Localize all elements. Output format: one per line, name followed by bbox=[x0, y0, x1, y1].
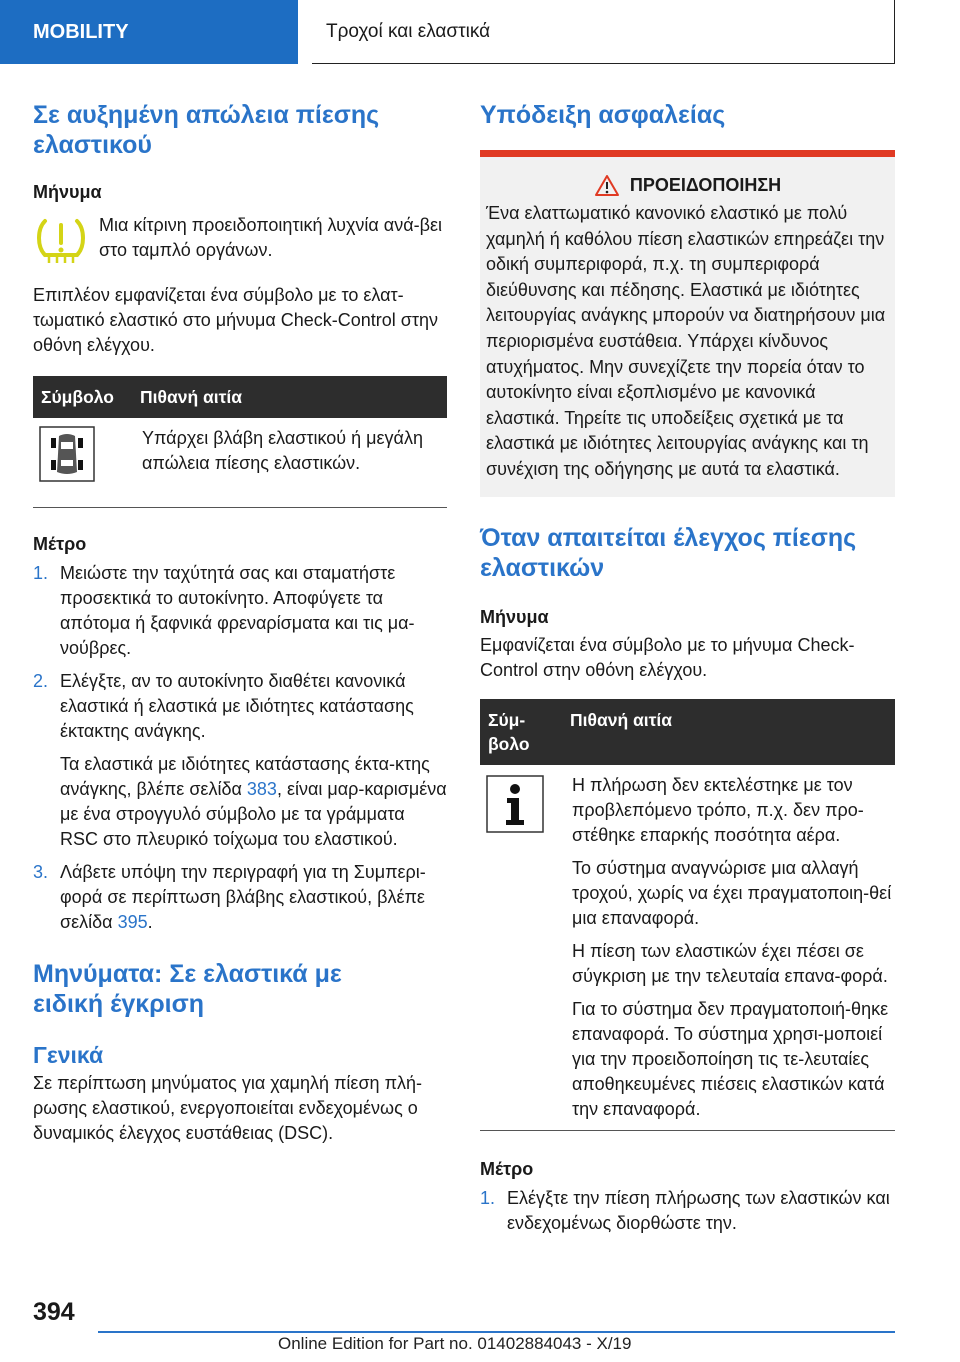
left-column bbox=[33, 100, 447, 1146]
heading-tire-pressure-loss: Σε αυξημένη απώλεια πίεσης ελαστικού bbox=[33, 101, 380, 159]
message-label: Μήνυμα bbox=[480, 606, 549, 627]
heading-special-tires: Μηνύματα: Σε ελαστικά με ειδική έγκριση bbox=[33, 960, 342, 1018]
step-text: Ελέγξτε την πίεση πλήρωσης των ελαστικών και ενδεχομένως διορθώστε την. bbox=[507, 1187, 890, 1233]
table-row bbox=[480, 765, 895, 848]
footer-rule bbox=[98, 1331, 895, 1333]
general-paragraph: Σε περίπτωση μηνύματος για χαμηλή πίεση πλή-ρωσης ελαστικού, ενεργοποιείται ενδεχομένως ο δυναμικός έλεγχος ευστάθειας (DSC). bbox=[33, 1073, 422, 1143]
list-item bbox=[33, 860, 447, 935]
table-divider bbox=[33, 507, 447, 508]
symbol-table bbox=[33, 376, 447, 499]
step-text: Ελέγξτε, αν το αυτοκίνητο διαθέτει κανονικά ελαστικά ή ελαστικά με ιδιότητες κατάστασης έκτακτης ανάγκης. bbox=[60, 671, 414, 741]
warning-box bbox=[480, 150, 895, 497]
step-text-post: . bbox=[147, 912, 153, 932]
list-item bbox=[33, 561, 447, 661]
table-cell-cause: Για το σύστημα δεν πραγματοποιή-θηκε επαναφορά. Το σύστημα χρησι-μοποιεί για την προειδοποίηση τις τε-λευταίες αποθηκευμένες πιέσεις ελαστικών κατά την επαναφορά. bbox=[572, 998, 889, 1119]
edition-text: Online Edition for Part no. 01402884043 - X/19 bbox=[278, 1334, 632, 1353]
list-item bbox=[33, 752, 447, 852]
heading-safety-note: Υπόδειξη ασφαλείας bbox=[480, 101, 726, 129]
table-header-symbol: Σύμ-βολο bbox=[480, 699, 562, 765]
table-cell-cause: Η πλήρωση δεν εκτελέστηκε με τον προβλεπόμενο τρόπο, π.χ. δεν προ-στέθηκε επαρκής ποσότητα αέρα. bbox=[572, 774, 864, 845]
page-link-383[interactable]: 383 bbox=[246, 779, 277, 799]
warning-triangle-icon bbox=[594, 174, 620, 197]
page-number: 394 bbox=[33, 1298, 75, 1326]
measures-label: Μέτρο bbox=[33, 534, 87, 554]
table-cell-cause: Υπάρχει βλάβη ελαστικού ή μεγάλη απώλεια πίεσης ελαστικών. bbox=[142, 428, 423, 473]
measures-list bbox=[480, 1186, 895, 1236]
message-label: Μήνυμα bbox=[33, 182, 102, 202]
step-number: 2. bbox=[33, 671, 49, 691]
step-number: 1. bbox=[33, 563, 49, 583]
message-text: Μια κίτρινη προειδοποιητική λυχνία ανά-βει στο ταμπλό οργάνων. bbox=[99, 215, 442, 260]
table-cell-cause: Η πίεση των ελαστικών έχει πέσει σε σύγκριση με την τελευταία επανα-φορά. bbox=[572, 940, 888, 986]
tire-pressure-warning-icon bbox=[33, 213, 89, 267]
heading-check-pressure: Όταν απαιτείται έλεγχος πίεσης ελαστικών bbox=[480, 523, 857, 582]
step-text-pre: Τα ελαστικά με ιδιότητες κατάστασης έκτα-κτης ανάγκης, βλέπε σελίδα bbox=[60, 754, 430, 799]
chapter-title: Τροχοί και ελαστικά bbox=[312, 0, 895, 64]
step-text-pre: Λάβετε υπόψη την περιγραφή για τη Συμπερι-φορά σε περίπτωση βλάβης ελαστικού, βλέπε σελίδα bbox=[60, 862, 426, 932]
table-row bbox=[33, 418, 447, 499]
step-number: 3. bbox=[33, 862, 49, 882]
table-header-cause: Πιθανή αιτία bbox=[132, 376, 447, 418]
right-column bbox=[480, 100, 895, 1236]
tire-damage-car-icon bbox=[39, 426, 95, 482]
symbol-table bbox=[480, 699, 895, 1122]
table-header-symbol: Σύμβολο bbox=[33, 376, 132, 418]
step-number: 1. bbox=[480, 1187, 496, 1208]
list-item bbox=[480, 1186, 895, 1236]
step-text: Μειώστε την ταχύτητά σας και σταματήστε προσεκτικά το αυτοκίνητο. Αποφύγετε τα απότομα ή ξαφνικά φρεναρίσματα και τις μα-νούβρες. bbox=[60, 563, 415, 658]
step-text-post: , είναι μαρ-καρισμένα με ένα στρογγυλό σύμβολο με τα γράμματα RSC στο πλευρικό τοίχωμα του ελαστικού. bbox=[60, 779, 447, 849]
warning-title-text: ΠΡΟΕΙΔΟΠΟΙΗΣΗ bbox=[629, 175, 782, 195]
table-header-cause: Πιθανή αιτία bbox=[562, 699, 895, 765]
table-cell-cause: Το σύστημα αναγνώρισε μια αλλαγή τροχού, χωρίς να έχει πραγματοποιη-θεί μια επαναφορά. bbox=[572, 857, 892, 928]
page-link-395[interactable]: 395 bbox=[117, 912, 148, 932]
section-tab[interactable]: MOBILITY bbox=[0, 0, 298, 64]
warning-text: Ένα ελαττωματικό κανονικό ελαστικό με πολύ χαμηλή ή καθόλου πίεση ελαστικών επηρεάζει την οδική συμπεριφορά, π.χ. τη συμπεριφορά διεύθυνσης και πέδησης. Ελαστικά με ιδιότητες λειτουργίας ανάγκης μπορούν να διατηρήσουν μια περιορισμένα ευστάθεια. Υπάρχει κίνδυνος ατυχήματος. Μην συνεχίζετε την πορεία όταν το αυτοκίνητο είναι εξοπλισμένο με κανονικά ελαστικά. Τηρείτε τις υποδείξεις σχετικά με τα ελαστικά με ιδιότητες λειτουργίας ανάγκης και τη συνέχιση της οδήγησης με αυτά τα ελαστικά. bbox=[486, 203, 886, 479]
message-text: Εμφανίζεται ένα σύμβολο με το μήνυμα Check-Control στην οθόνη ελέγχου. bbox=[480, 634, 855, 680]
warning-title bbox=[486, 174, 889, 197]
info-icon bbox=[486, 775, 544, 833]
measures-list bbox=[33, 561, 447, 935]
message-row bbox=[33, 213, 447, 267]
heading-general: Γενικά bbox=[33, 1042, 104, 1068]
table-divider bbox=[480, 1130, 895, 1131]
intro-paragraph: Επιπλέον εμφανίζεται ένα σύμβολο με το ελατ-τωματικό ελαστικό στο μήνυμα Check-Control στην οθόνη ελέγχου. bbox=[33, 285, 439, 355]
measures-label: Μέτρο bbox=[480, 1158, 534, 1179]
list-item bbox=[33, 669, 447, 744]
